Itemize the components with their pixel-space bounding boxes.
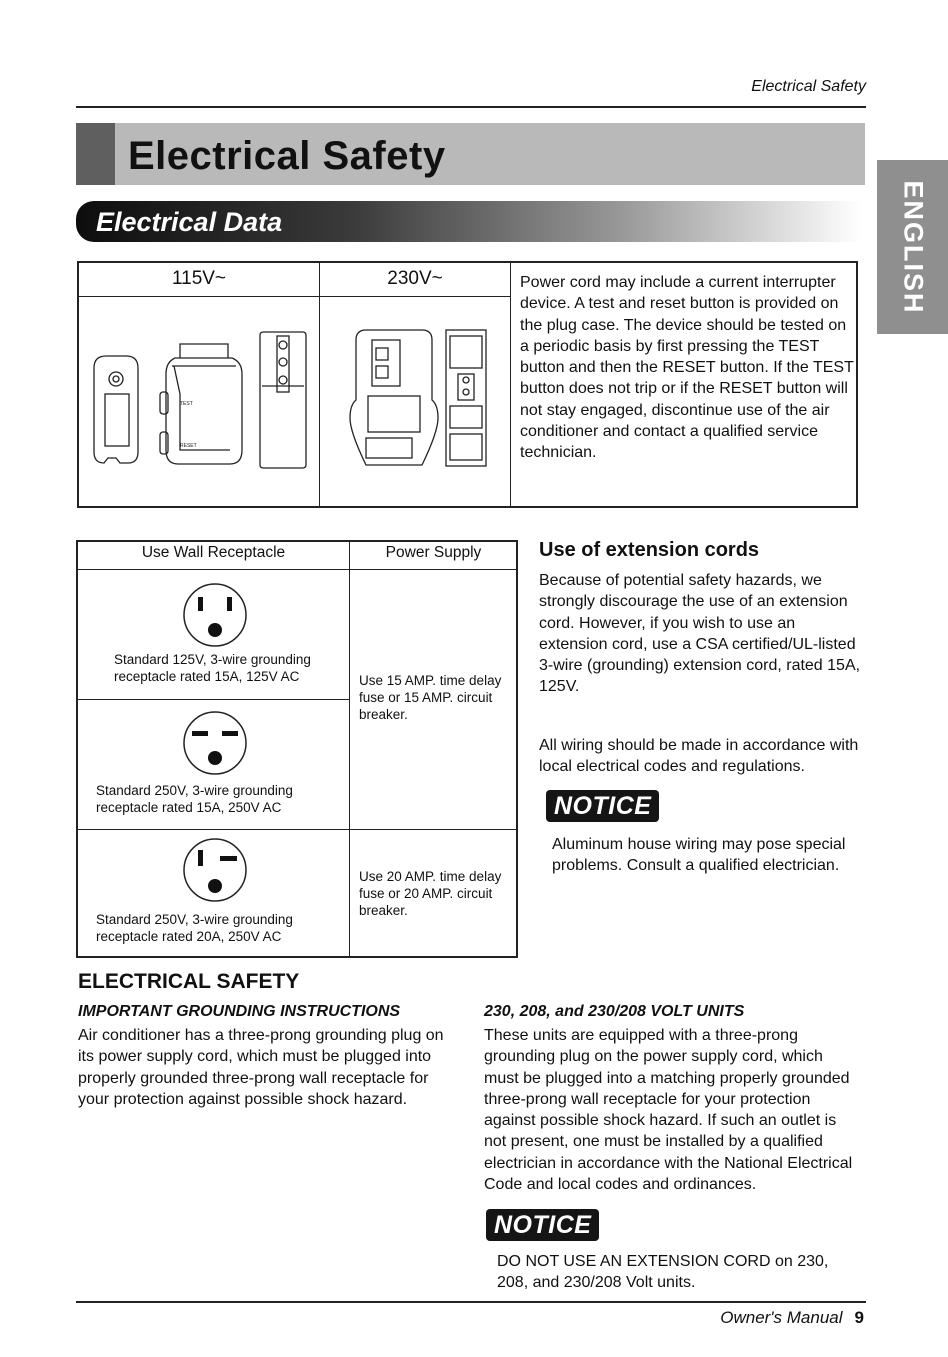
power-supply-15a: Use 15 AMP. time delay fuse or 15 AMP. circuit breaker. [359,673,502,722]
receptacle-caption: Standard 250V, 3-wire grounding receptacle rated 20A, 250V AC [96,912,293,944]
receptacle-caption: Standard 125V, 3-wire grounding receptacle rated 15A, 125V AC [114,652,311,684]
volt-units-subheading: 230, 208, and 230/208 VOLT UNITS [484,1003,745,1020]
running-header: Electrical Safety [751,78,866,95]
reset-label: RESET [180,443,197,449]
plug-115v-illustration [80,300,318,505]
outlet-250v-20a-icon [182,837,248,903]
power-supply-20a: Use 20 AMP. time delay fuse or 20 AMP. circuit breaker. [359,869,502,918]
receptacle-row-rule [77,699,349,700]
receptacle-caption: Standard 250V, 3-wire grounding receptacle rated 15A, 250V AC [96,783,293,815]
plug-note: Power cord may include a current interrupter device. A test and reset button is provided on the plug case. The device should be tested on a periodic basis by first pressing the TEST button and then the RESET button. If the TEST button does not trip or if the RESET button will not stay engaged, discontinue use of the air conditioner and contact a qualified service technician. [520,274,854,462]
grounding-subheading: IMPORTANT GROUNDING INSTRUCTIONS [78,1003,401,1020]
outlet-125v-15a-icon [182,582,248,648]
header-rule [76,106,866,108]
page-number: 9 [854,1308,864,1327]
language-tab-label: ENGLISH [898,179,929,315]
notice-badge: NOTICE [546,790,659,822]
receptacle-header: Use Wall Receptacle [141,544,286,561]
notice-text: DO NOT USE AN EXTENSION CORD on 230, 208, and 230/208 Volt units. [497,1253,829,1292]
volt-units-text: These units are equipped with a three-prong grounding plug on the power supply cord, which must be plugged into a matching properly grounded three-prong wall receptacle for your protection against possible shock hazard. If such an outlet is not present, one must be installed by a qualified electrician in accordance with the National Electrical Code and local codes and ordinances. [484,1027,853,1194]
test-label: TEST [180,401,193,407]
title-band-accent [76,123,115,185]
footer [720,1308,864,1328]
col-230v: 230V~ [387,268,443,289]
plug-230v-illustration [320,300,510,505]
footer-rule [76,1301,866,1303]
notice-badge: NOTICE [486,1209,599,1241]
plug-table-divider [510,262,511,507]
col-115v: 115V~ [171,268,227,289]
electrical-safety-heading: ELECTRICAL SAFETY [78,970,300,993]
page-title: Electrical Safety [128,134,446,178]
section-title: Electrical Data [96,207,283,237]
receptacle-row-rule [77,829,517,830]
receptacle-table-divider [349,541,350,957]
wiring-text: All wiring should be made in accordance with local electrical codes and regulations. [539,737,859,776]
plug-table-header-rule [78,296,510,297]
outlet-250v-15a-icon [182,710,248,776]
grounding-text: Air conditioner has a three-prong grounding plug on its power supply cord, which must be plugged into properly grounded three-prong wall receptacle for your protection against possible shock hazard. [78,1027,444,1108]
power-supply-header: Power Supply [385,544,482,561]
receptacle-header-rule [77,569,517,570]
extension-text: Because of potential safety hazards, we strongly discourage the use of an extension cord. However, if you wish to use an extension cord, use a CSA certified/UL-listed 3-wire (grounding) extension cord, rated 15A, 125V. [539,572,861,696]
footer-label: Owner's Manual [720,1308,843,1327]
language-tab-label-wrap [877,160,948,334]
extension-heading: Use of extension cords [539,539,760,561]
notice-text: Aluminum house wiring may pose special problems. Consult a qualified electrician. [552,836,846,875]
